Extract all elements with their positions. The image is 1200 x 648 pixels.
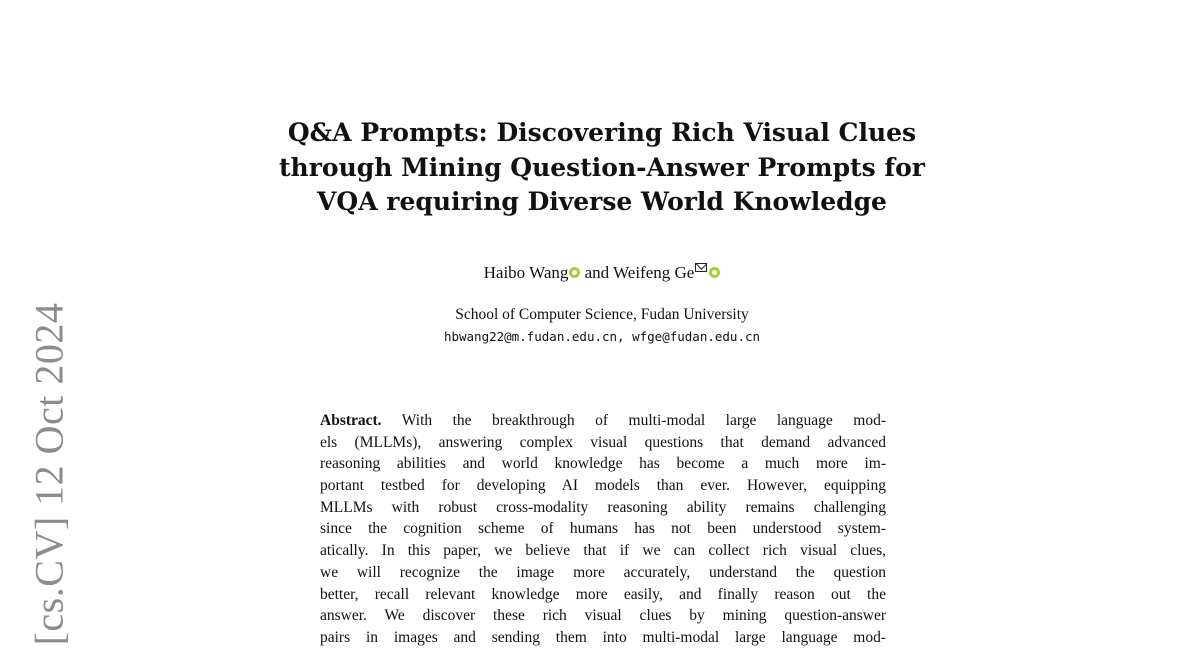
abstract-line: answer. We discover these rich visual clues by mining question-answer [320,607,886,625]
mail-icon [695,263,707,272]
abstract-line: els (MLLMs), answering complex visual questions that demand advanced [320,433,886,451]
abstract-line: better, recall relevant knowledge more easily, and finally reason out the [320,585,886,603]
orcid-icon[interactable] [709,267,720,278]
orcid-icon[interactable] [569,267,580,278]
abstract-line: we will recognize the image more accurately, understand the question [320,563,886,581]
abstract-line: atically. In this paper, we believe that if we can collect rich visual clues, [320,542,886,560]
author-list [300,263,904,283]
abstract-label: Abstract. [320,412,382,429]
abstract-first-line-text: With the breakthrough of multi-modal large language mod- [381,412,886,429]
abstract-line: MLLMs with robust cross-modality reasoning ability remains challenging [320,498,886,516]
affiliation: School of Computer Science, Fudan University [455,306,749,323]
title-line-3: VQA requiring Diverse World Knowledge [317,187,887,216]
abstract-line: reasoning abilities and world knowledge has become a much more im- [320,455,886,473]
arxiv-identifier-stamp [16,300,82,648]
author-connector: and [580,263,614,282]
author-emails: hbwang22@m.fudan.edu.cn, wfge@fudan.edu.cn [443,329,761,344]
author-weifeng-ge: Weifeng Ge [613,263,695,282]
abstract [320,410,886,648]
title-line-2: through Mining Question-Answer Prompts for [279,152,925,182]
author-haibo-wang: Haibo Wang [483,263,569,282]
paper-title [250,116,954,220]
title-line-1: Q&A Prompts: Discovering Rich Visual Clues [287,118,917,147]
arxiv-stamp-text: [cs.CV] 12 Oct 2024 [26,302,72,646]
abstract-line: since the cognition scheme of humans has not been understood system- [320,520,886,538]
abstract-line: pairs in images and sending them into multi-modal large language mod- [320,628,886,646]
abstract-line: portant testbed for developing AI models than ever. However, equipping [320,477,886,495]
abstract-line [320,410,886,432]
